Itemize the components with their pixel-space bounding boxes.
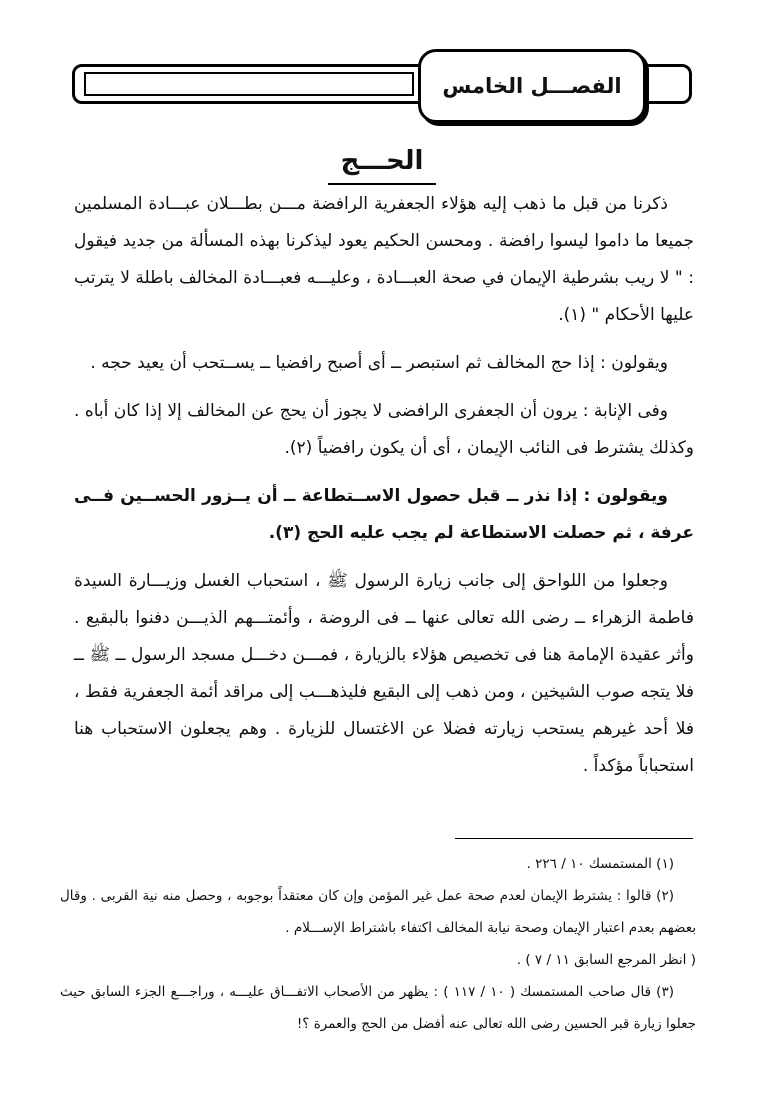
- paragraph: ويقولون : إذا حج المخالف ثم استبصر ــ أى أصبح رافضيا ــ يســتحب أن يعيد حجه .: [90, 353, 668, 373]
- footnote-divider: [455, 838, 693, 839]
- paragraph: ذكرنا من قبل ما ذهب إليه هؤلاء الجعفرية الرافضة مـــن بطـــلان عبـــادة المسلمين جميعا ما داموا ليسوا رافضة . ومحسن الحكيم يعود ليذكرنا بهذه المسألة من جديد فيقول : " لا ريب بشرطية الإيمان في صحة العبـــادة ، وعليـــه فعبـــادة المخالف باطلة لا يترتب عليها الأحكام " (١).: [74, 194, 694, 325]
- header-inner-bar: [84, 72, 414, 96]
- footnote-2: (٢) قالوا : يشترط الإيمان لعدم صحة عمل غير المؤمن وإن كان معتقداً بوجوبه ، وحصل منه نية القربى . وقال بعضهم بعدم اعتبار الإيمان وصحة نيابة المخالف اكتفاء باشتراط الإســـلام .: [60, 888, 696, 936]
- paragraph: وجعلوا من اللواحق إلى جانب زيارة الرسول ﷺ ، استحباب الغسل وزيـــارة السيدة فاطمة الزهراء ــ رضى الله تعالى عنها ــ فى الروضة ، وأئمتـــهم الذيـــن دفنوا بالبقيع . وأثر عقيدة الإمامة هنا فى تخصيص هؤلاء بالزيارة ، فمـــن دخـــل مسجد الرسول ــ ﷺ ــ فلا يتجه صوب الشيخين ، ومن ذهب إلى البقيع فليذهـــب إلى مراقد أئمة الجعفرية فقط ، فلا أحد غيرهم يستحب زيارته فضلا عن الاغتسال للزيارة . وهم يجعلون الاستحباب هنا استحباباً مؤكداً .: [74, 571, 694, 776]
- chapter-title-box: [418, 49, 646, 123]
- footnotes: [60, 848, 696, 1040]
- section-title-underline: [328, 183, 436, 185]
- footnote-3: (٣) قال صاحب المستمسك ( ١٠ / ١١٧ ) : يظهر من الأصحاب الاتفـــاق عليـــه ، وراجـــع الجزء السابق حيث جعلوا زيارة قبر الحسين رضى الله تعالى عنه أفضل من الحج والعمرة ؟!: [60, 984, 696, 1032]
- paragraph: وفى الإنابة : يرون أن الجعفرى الرافضى لا يجوز أن يحج عن المخالف إلا إذا كان أباه . وكذلك يشترط فى النائب الإيمان ، أى أن يكون رافضياً (٢).: [74, 401, 694, 458]
- body-text: [74, 186, 694, 796]
- paragraph-bold: ويقولون : إذا نذر ــ قبل حصول الاســتطاعة ــ أن يــزور الحســين فــى عرفة ، ثم حصلت الاستطاعة لم يجب عليه الحج (٣).: [74, 486, 694, 543]
- section-title: الحـــج: [340, 146, 424, 176]
- chapter-title: الفصـــل الخامس: [442, 74, 622, 98]
- footnote-1: (١) المستمسك ١٠ / ٢٢٦ .: [526, 856, 674, 872]
- footnote-2-continued: ( انظر المرجع السابق ١١ / ٧ ) .: [516, 952, 696, 968]
